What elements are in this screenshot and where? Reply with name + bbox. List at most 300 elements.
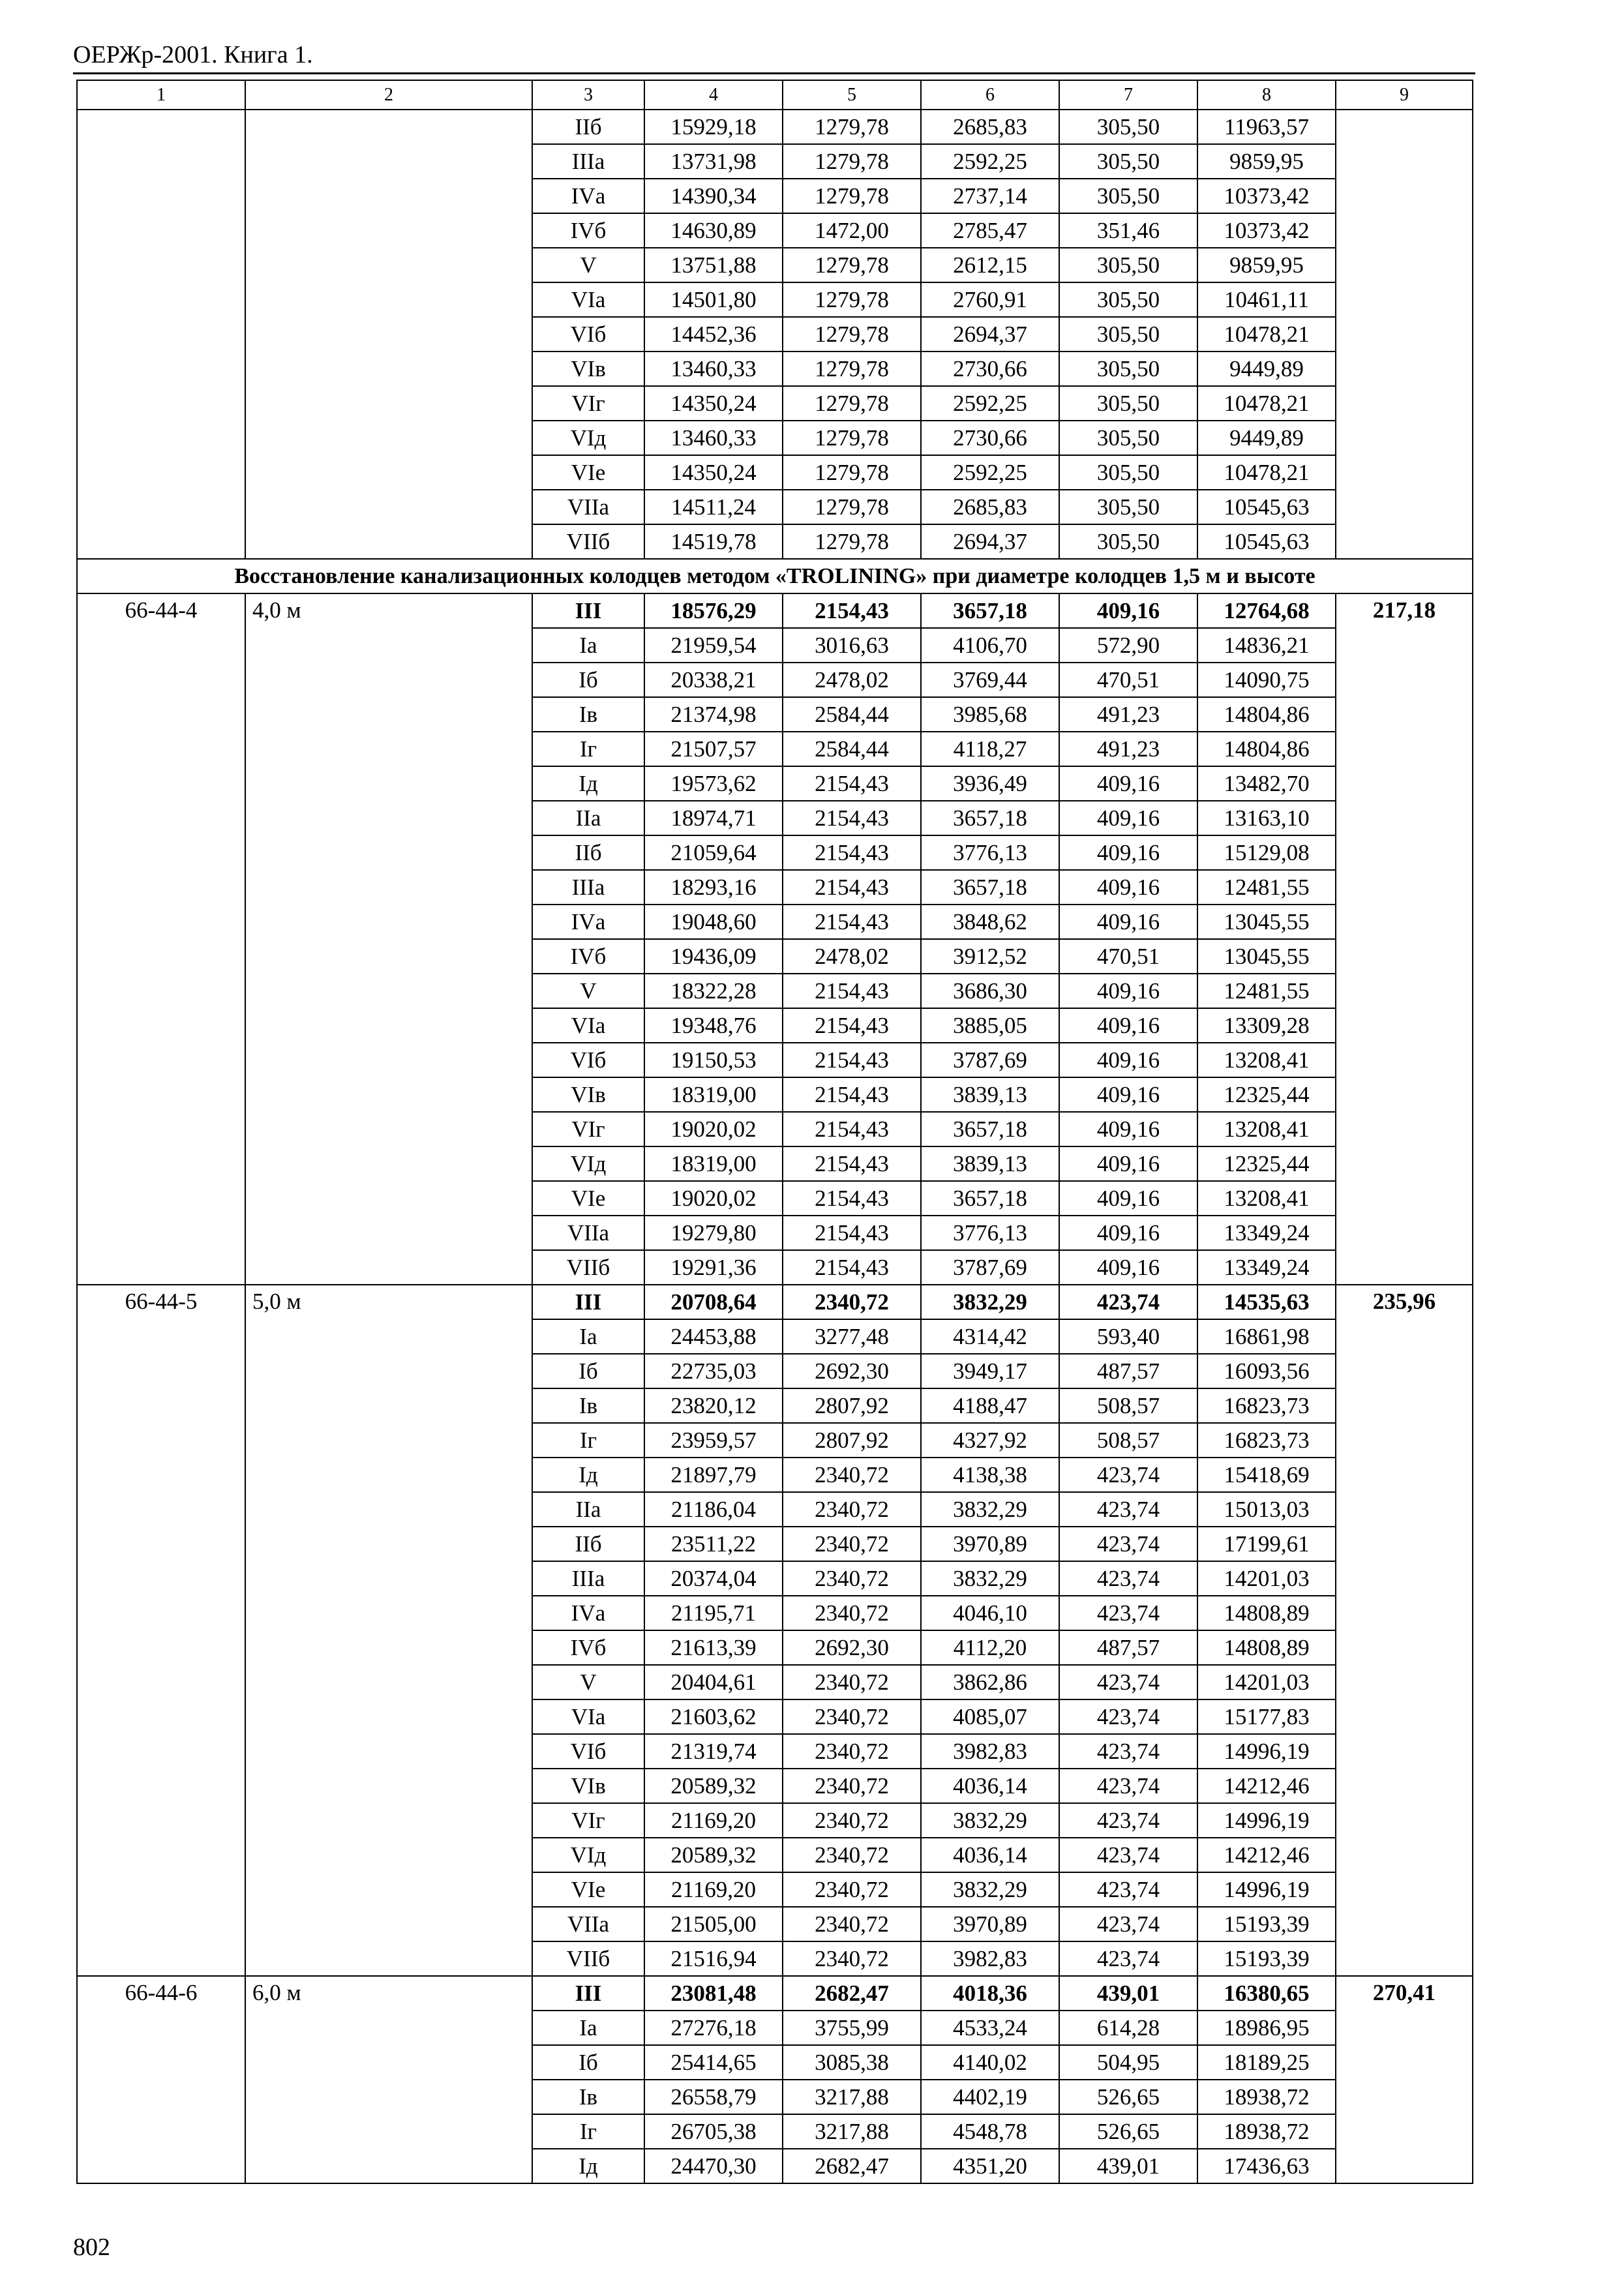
zone-cell: Iа — [532, 628, 644, 663]
zone-cell: VIг — [532, 1112, 644, 1146]
value-cell: 2340,72 — [783, 1285, 921, 1319]
value-cell: 2340,72 — [783, 1596, 921, 1630]
value-cell: 2340,72 — [783, 1769, 921, 1803]
value-cell: 21195,71 — [644, 1596, 783, 1630]
value-cell: 4402,19 — [921, 2080, 1059, 2114]
value-cell: 3657,18 — [921, 593, 1059, 628]
zone-cell: Iб — [532, 2045, 644, 2080]
value-cell: 14212,46 — [1197, 1769, 1336, 1803]
value-cell: 26558,79 — [644, 2080, 783, 2114]
value-cell: 305,50 — [1059, 110, 1197, 144]
value-cell: 14519,78 — [644, 524, 783, 559]
zone-cell: III — [532, 593, 644, 628]
value-cell: 409,16 — [1059, 1112, 1197, 1146]
table-row — [77, 593, 1473, 628]
value-cell: 3912,52 — [921, 939, 1059, 974]
value-cell: 423,74 — [1059, 1596, 1197, 1630]
column-number-row — [77, 80, 1473, 110]
value-cell: 572,90 — [1059, 628, 1197, 663]
value-cell: 24453,88 — [644, 1319, 783, 1354]
column-number: 9 — [1336, 80, 1473, 110]
column-number: 6 — [921, 80, 1059, 110]
value-cell: 2340,72 — [783, 1699, 921, 1734]
value-cell: 3787,69 — [921, 1250, 1059, 1285]
rate-code: 66-44-5 — [77, 1285, 245, 1976]
value-cell: 14804,86 — [1197, 697, 1336, 732]
value-cell: 20589,32 — [644, 1838, 783, 1872]
value-cell: 2785,47 — [921, 213, 1059, 248]
value-cell: 3776,13 — [921, 1216, 1059, 1250]
value-cell: 2154,43 — [783, 1216, 921, 1250]
zone-cell: VIIб — [532, 1941, 644, 1976]
value-cell: 21897,79 — [644, 1458, 783, 1492]
value-cell: 526,65 — [1059, 2114, 1197, 2149]
value-cell: 15193,39 — [1197, 1941, 1336, 1976]
value-cell: 13309,28 — [1197, 1008, 1336, 1043]
document-title: ОЕРЖр-2001. Книга 1. — [73, 41, 313, 68]
value-cell: 305,50 — [1059, 144, 1197, 179]
value-cell: 2584,44 — [783, 697, 921, 732]
value-cell: 14808,89 — [1197, 1630, 1336, 1665]
value-cell: 15013,03 — [1197, 1492, 1336, 1527]
value-cell: 26705,38 — [644, 2114, 783, 2149]
value-cell: 13163,10 — [1197, 801, 1336, 835]
value-cell: 1279,78 — [783, 386, 921, 421]
value-cell: 2154,43 — [783, 1043, 921, 1077]
value-cell: 305,50 — [1059, 317, 1197, 352]
value-cell: 2154,43 — [783, 870, 921, 905]
value-cell: 2340,72 — [783, 1803, 921, 1838]
value-cell: 3755,99 — [783, 2011, 921, 2045]
value-cell: 14452,36 — [644, 317, 783, 352]
value-cell: 10545,63 — [1197, 524, 1336, 559]
value-cell: 3657,18 — [921, 870, 1059, 905]
value-cell: 1279,78 — [783, 144, 921, 179]
value-cell: 3787,69 — [921, 1043, 1059, 1077]
value-cell: 20589,32 — [644, 1769, 783, 1803]
value-cell: 2478,02 — [783, 939, 921, 974]
value-cell: 305,50 — [1059, 179, 1197, 213]
value-cell: 14511,24 — [644, 490, 783, 524]
value-cell: 2612,15 — [921, 248, 1059, 282]
value-cell: 423,74 — [1059, 1561, 1197, 1596]
value-cell: 14501,80 — [644, 282, 783, 317]
value-cell: 3277,48 — [783, 1319, 921, 1354]
value-cell: 14996,19 — [1197, 1803, 1336, 1838]
value-cell: 4085,07 — [921, 1699, 1059, 1734]
zone-cell: Iа — [532, 2011, 644, 2045]
zone-cell: Iг — [532, 2114, 644, 2149]
column-number: 7 — [1059, 80, 1197, 110]
value-cell: 17436,63 — [1197, 2149, 1336, 2183]
zone-cell: IIа — [532, 801, 644, 835]
zone-cell: Iв — [532, 2080, 644, 2114]
value-cell: 2340,72 — [783, 1492, 921, 1527]
value-cell: 423,74 — [1059, 1907, 1197, 1941]
value-cell: 409,16 — [1059, 1008, 1197, 1043]
value-cell: 3839,13 — [921, 1077, 1059, 1112]
total-cell — [1336, 110, 1473, 559]
height-cell — [245, 110, 532, 559]
value-cell: 3970,89 — [921, 1527, 1059, 1561]
value-cell: 2154,43 — [783, 905, 921, 939]
value-cell: 18319,00 — [644, 1077, 783, 1112]
value-cell: 1279,78 — [783, 524, 921, 559]
value-cell: 23820,12 — [644, 1388, 783, 1423]
zone-cell: IIа — [532, 1492, 644, 1527]
value-cell: 1279,78 — [783, 490, 921, 524]
value-cell: 10373,42 — [1197, 179, 1336, 213]
value-cell: 11963,57 — [1197, 110, 1336, 144]
value-cell: 409,16 — [1059, 1043, 1197, 1077]
zone-cell: VIе — [532, 1181, 644, 1216]
value-cell: 3970,89 — [921, 1907, 1059, 1941]
value-cell: 18576,29 — [644, 593, 783, 628]
value-cell: 15418,69 — [1197, 1458, 1336, 1492]
value-cell: 2154,43 — [783, 801, 921, 835]
zone-cell: VIв — [532, 1077, 644, 1112]
value-cell: 2154,43 — [783, 1008, 921, 1043]
value-cell: 2340,72 — [783, 1872, 921, 1907]
zone-cell: VIв — [532, 1769, 644, 1803]
value-cell: 2760,91 — [921, 282, 1059, 317]
zone-cell: IVб — [532, 1630, 644, 1665]
value-cell: 2340,72 — [783, 1561, 921, 1596]
value-cell: 409,16 — [1059, 593, 1197, 628]
zone-cell: VIд — [532, 421, 644, 455]
zone-cell: Iв — [532, 1388, 644, 1423]
value-cell: 2340,72 — [783, 1941, 921, 1976]
value-cell: 4314,42 — [921, 1319, 1059, 1354]
value-cell: 18974,71 — [644, 801, 783, 835]
value-cell: 13208,41 — [1197, 1112, 1336, 1146]
value-cell: 3832,29 — [921, 1803, 1059, 1838]
value-cell: 20708,64 — [644, 1285, 783, 1319]
value-cell: 18319,00 — [644, 1146, 783, 1181]
value-cell: 15177,83 — [1197, 1699, 1336, 1734]
value-cell: 409,16 — [1059, 1181, 1197, 1216]
value-cell: 14996,19 — [1197, 1734, 1336, 1769]
value-cell: 2685,83 — [921, 490, 1059, 524]
value-cell: 3832,29 — [921, 1561, 1059, 1596]
zone-cell: V — [532, 248, 644, 282]
value-cell: 305,50 — [1059, 282, 1197, 317]
value-cell: 2154,43 — [783, 1112, 921, 1146]
value-cell: 16380,65 — [1197, 1976, 1336, 2011]
value-cell: 14090,75 — [1197, 663, 1336, 697]
value-cell: 305,50 — [1059, 352, 1197, 386]
value-cell: 470,51 — [1059, 939, 1197, 974]
value-cell: 423,74 — [1059, 1941, 1197, 1976]
value-cell: 4351,20 — [921, 2149, 1059, 2183]
value-cell: 4140,02 — [921, 2045, 1059, 2080]
value-cell: 423,74 — [1059, 1872, 1197, 1907]
value-cell: 1279,78 — [783, 282, 921, 317]
value-cell: 16823,73 — [1197, 1423, 1336, 1458]
zone-cell: VIд — [532, 1146, 644, 1181]
value-cell: 423,74 — [1059, 1769, 1197, 1803]
value-cell: 1279,78 — [783, 421, 921, 455]
value-cell: 13349,24 — [1197, 1250, 1336, 1285]
zone-cell: Iд — [532, 1458, 644, 1492]
value-cell: 10478,21 — [1197, 386, 1336, 421]
value-cell: 4533,24 — [921, 2011, 1059, 2045]
zone-cell: IIIа — [532, 870, 644, 905]
value-cell: 14630,89 — [644, 213, 783, 248]
value-cell: 3949,17 — [921, 1354, 1059, 1388]
value-cell: 2340,72 — [783, 1527, 921, 1561]
value-cell: 508,57 — [1059, 1423, 1197, 1458]
value-cell: 2807,92 — [783, 1388, 921, 1423]
value-cell: 15129,08 — [1197, 835, 1336, 870]
value-cell: 2592,25 — [921, 455, 1059, 490]
value-cell: 14350,24 — [644, 386, 783, 421]
column-number: 3 — [532, 80, 644, 110]
value-cell: 25414,65 — [644, 2045, 783, 2080]
value-cell: 18189,25 — [1197, 2045, 1336, 2080]
zone-cell: VIа — [532, 1699, 644, 1734]
value-cell: 21505,00 — [644, 1907, 783, 1941]
value-cell: 409,16 — [1059, 905, 1197, 939]
zone-cell: IIб — [532, 835, 644, 870]
value-cell: 18322,28 — [644, 974, 783, 1008]
value-cell: 3217,88 — [783, 2080, 921, 2114]
value-cell: 487,57 — [1059, 1630, 1197, 1665]
zone-cell: V — [532, 974, 644, 1008]
value-cell: 3217,88 — [783, 2114, 921, 2149]
value-cell: 3016,63 — [783, 628, 921, 663]
value-cell: 2584,44 — [783, 732, 921, 766]
value-cell: 439,01 — [1059, 2149, 1197, 2183]
value-cell: 10478,21 — [1197, 317, 1336, 352]
total-cell: 270,41 — [1336, 1976, 1473, 2183]
value-cell: 12481,55 — [1197, 974, 1336, 1008]
value-cell: 15929,18 — [644, 110, 783, 144]
value-cell: 2682,47 — [783, 1976, 921, 2011]
zone-cell: IIб — [532, 1527, 644, 1561]
value-cell: 14201,03 — [1197, 1561, 1336, 1596]
value-cell: 21059,64 — [644, 835, 783, 870]
value-cell: 3657,18 — [921, 1112, 1059, 1146]
value-cell: 20404,61 — [644, 1665, 783, 1699]
zone-cell: VIб — [532, 1734, 644, 1769]
zone-cell: VIа — [532, 282, 644, 317]
zone-cell: VIе — [532, 455, 644, 490]
value-cell: 2592,25 — [921, 144, 1059, 179]
zone-cell: IVб — [532, 213, 644, 248]
value-cell: 351,46 — [1059, 213, 1197, 248]
value-cell: 20374,04 — [644, 1561, 783, 1596]
value-cell: 23959,57 — [644, 1423, 783, 1458]
table-row — [77, 110, 1473, 144]
value-cell: 4036,14 — [921, 1769, 1059, 1803]
value-cell: 3848,62 — [921, 905, 1059, 939]
value-cell: 4327,92 — [921, 1423, 1059, 1458]
value-cell: 487,57 — [1059, 1354, 1197, 1388]
zone-cell: V — [532, 1665, 644, 1699]
value-cell: 439,01 — [1059, 1976, 1197, 2011]
value-cell: 2694,37 — [921, 524, 1059, 559]
value-cell: 491,23 — [1059, 697, 1197, 732]
zone-cell: VIе — [532, 1872, 644, 1907]
page-number: 802 — [73, 2234, 110, 2261]
value-cell: 2154,43 — [783, 974, 921, 1008]
value-cell: 21186,04 — [644, 1492, 783, 1527]
value-cell: 9449,89 — [1197, 421, 1336, 455]
value-cell: 2694,37 — [921, 317, 1059, 352]
value-cell: 2154,43 — [783, 1181, 921, 1216]
value-cell: 409,16 — [1059, 835, 1197, 870]
value-cell: 14996,19 — [1197, 1872, 1336, 1907]
total-cell: 217,18 — [1336, 593, 1473, 1285]
value-cell: 3832,29 — [921, 1872, 1059, 1907]
value-cell: 423,74 — [1059, 1803, 1197, 1838]
value-cell: 12764,68 — [1197, 593, 1336, 628]
value-cell: 12481,55 — [1197, 870, 1336, 905]
value-cell: 14201,03 — [1197, 1665, 1336, 1699]
value-cell: 4018,36 — [921, 1976, 1059, 2011]
value-cell: 4138,38 — [921, 1458, 1059, 1492]
value-cell: 9449,89 — [1197, 352, 1336, 386]
column-number: 2 — [245, 80, 532, 110]
value-cell: 3982,83 — [921, 1734, 1059, 1769]
value-cell: 23511,22 — [644, 1527, 783, 1561]
zone-cell: VIд — [532, 1838, 644, 1872]
value-cell: 19573,62 — [644, 766, 783, 801]
value-cell: 305,50 — [1059, 455, 1197, 490]
value-cell: 13208,41 — [1197, 1043, 1336, 1077]
value-cell: 19020,02 — [644, 1112, 783, 1146]
value-cell: 423,74 — [1059, 1838, 1197, 1872]
code-cell — [77, 110, 245, 559]
value-cell: 2730,66 — [921, 421, 1059, 455]
value-cell: 593,40 — [1059, 1319, 1197, 1354]
value-cell: 4118,27 — [921, 732, 1059, 766]
well-height: 5,0 м — [245, 1285, 532, 1976]
value-cell: 2154,43 — [783, 1077, 921, 1112]
value-cell: 19291,36 — [644, 1250, 783, 1285]
value-cell: 18938,72 — [1197, 2080, 1336, 2114]
value-cell: 409,16 — [1059, 801, 1197, 835]
value-cell: 1279,78 — [783, 455, 921, 490]
value-cell: 10545,63 — [1197, 490, 1336, 524]
value-cell: 2692,30 — [783, 1354, 921, 1388]
value-cell: 2340,72 — [783, 1907, 921, 1941]
value-cell: 2737,14 — [921, 179, 1059, 213]
value-cell: 423,74 — [1059, 1285, 1197, 1319]
value-cell: 12325,44 — [1197, 1077, 1336, 1112]
zone-cell: Iб — [532, 663, 644, 697]
value-cell: 3769,44 — [921, 663, 1059, 697]
value-cell: 13460,33 — [644, 352, 783, 386]
value-cell: 409,16 — [1059, 1250, 1197, 1285]
value-cell: 3839,13 — [921, 1146, 1059, 1181]
zone-cell: Iг — [532, 1423, 644, 1458]
value-cell: 9859,95 — [1197, 144, 1336, 179]
value-cell: 1279,78 — [783, 110, 921, 144]
value-cell: 491,23 — [1059, 732, 1197, 766]
value-cell: 21374,98 — [644, 697, 783, 732]
value-cell: 2154,43 — [783, 766, 921, 801]
value-cell: 18986,95 — [1197, 2011, 1336, 2045]
value-cell: 614,28 — [1059, 2011, 1197, 2045]
value-cell: 3862,86 — [921, 1665, 1059, 1699]
value-cell: 16861,98 — [1197, 1319, 1336, 1354]
well-height: 6,0 м — [245, 1976, 532, 2183]
value-cell: 13460,33 — [644, 421, 783, 455]
table-row — [77, 1976, 1473, 2011]
value-cell: 305,50 — [1059, 421, 1197, 455]
zone-cell: VIг — [532, 386, 644, 421]
table-row — [77, 1285, 1473, 1319]
value-cell: 409,16 — [1059, 1077, 1197, 1112]
value-cell: 13731,98 — [644, 144, 783, 179]
zone-cell: IVа — [532, 1596, 644, 1630]
zone-cell: Iг — [532, 732, 644, 766]
value-cell: 14350,24 — [644, 455, 783, 490]
value-cell: 21169,20 — [644, 1803, 783, 1838]
value-cell: 27276,18 — [644, 2011, 783, 2045]
value-cell: 3776,13 — [921, 835, 1059, 870]
value-cell: 305,50 — [1059, 524, 1197, 559]
value-cell: 13208,41 — [1197, 1181, 1336, 1216]
value-cell: 2154,43 — [783, 593, 921, 628]
value-cell: 3686,30 — [921, 974, 1059, 1008]
zone-cell: IVб — [532, 939, 644, 974]
value-cell: 3982,83 — [921, 1941, 1059, 1976]
value-cell: 19020,02 — [644, 1181, 783, 1216]
total-cell: 235,96 — [1336, 1285, 1473, 1976]
value-cell: 423,74 — [1059, 1492, 1197, 1527]
value-cell: 423,74 — [1059, 1734, 1197, 1769]
zone-cell: III — [532, 1285, 644, 1319]
value-cell: 10461,11 — [1197, 282, 1336, 317]
zone-cell: IVа — [532, 905, 644, 939]
value-cell: 21319,74 — [644, 1734, 783, 1769]
value-cell: 1279,78 — [783, 352, 921, 386]
zone-cell: Iв — [532, 697, 644, 732]
value-cell: 2340,72 — [783, 1458, 921, 1492]
value-cell: 3885,05 — [921, 1008, 1059, 1043]
value-cell: 3832,29 — [921, 1285, 1059, 1319]
value-cell: 21613,39 — [644, 1630, 783, 1665]
value-cell: 305,50 — [1059, 490, 1197, 524]
value-cell: 19436,09 — [644, 939, 783, 974]
value-cell: 24470,30 — [644, 2149, 783, 2183]
value-cell: 13045,55 — [1197, 905, 1336, 939]
value-cell: 21169,20 — [644, 1872, 783, 1907]
column-number: 1 — [77, 80, 245, 110]
value-cell: 2154,43 — [783, 835, 921, 870]
value-cell: 16093,56 — [1197, 1354, 1336, 1388]
value-cell: 3936,49 — [921, 766, 1059, 801]
value-cell: 2154,43 — [783, 1250, 921, 1285]
zone-cell: Iд — [532, 2149, 644, 2183]
value-cell: 2692,30 — [783, 1630, 921, 1665]
price-table — [76, 80, 1473, 2184]
value-cell: 13045,55 — [1197, 939, 1336, 974]
value-cell: 13482,70 — [1197, 766, 1336, 801]
value-cell: 2682,47 — [783, 2149, 921, 2183]
value-cell: 504,95 — [1059, 2045, 1197, 2080]
well-height: 4,0 м — [245, 593, 532, 1285]
zone-cell: VIIб — [532, 524, 644, 559]
value-cell: 1279,78 — [783, 179, 921, 213]
value-cell: 508,57 — [1059, 1388, 1197, 1423]
value-cell: 14390,34 — [644, 179, 783, 213]
rate-code: 66-44-4 — [77, 593, 245, 1285]
zone-cell: VIб — [532, 317, 644, 352]
